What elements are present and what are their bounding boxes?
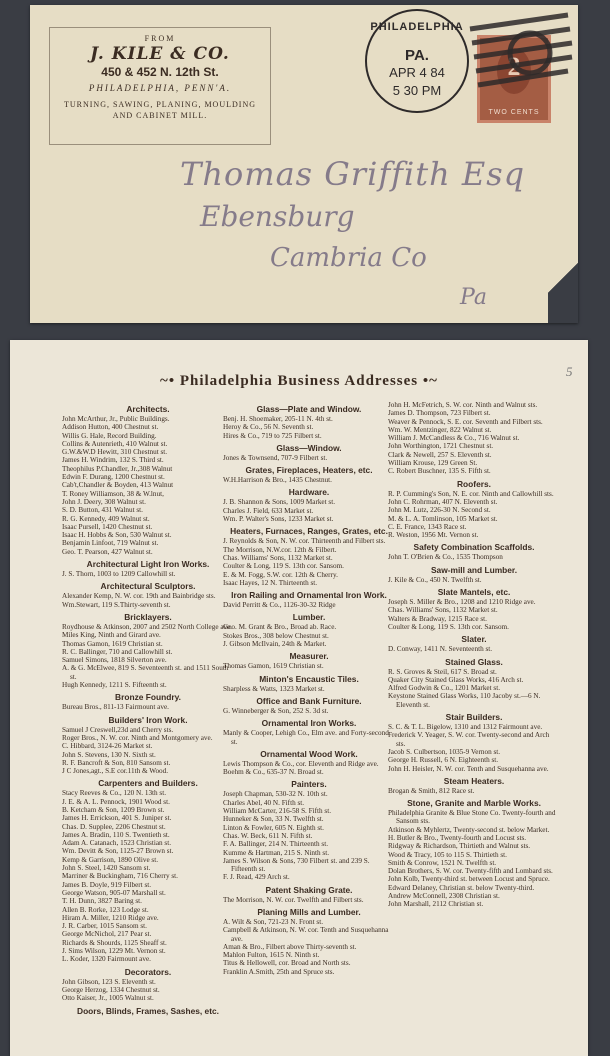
directory-entry: Roger Bros., N. W. cor. Ninth and Montgomery ave. — [62, 733, 213, 742]
directory-entry: Bureau Bros., 811-13 Fairmount ave. — [62, 703, 169, 712]
directory-entry: Thomas Gamon, 1619 Christian st. — [62, 639, 163, 648]
stamp-label: TWO CENTS — [488, 109, 540, 116]
directory-entry: James S. Wilson & Sons, 730 Filbert st. and 239 S. Fifteenth st. — [223, 856, 370, 874]
directory-entry: Chas. W. Beck, 611 N. Fifth st. — [223, 831, 313, 840]
section-heading: Measurer. — [289, 651, 329, 662]
section-heading: Stone, Granite and Marble Works. — [407, 798, 541, 809]
directory-entry: Charles Abel, 40 N. Fifth st. — [223, 798, 305, 807]
directory-entry: E. & M. Fogg, S.W. cor. 12th & Cherry. — [223, 570, 338, 579]
directory-entry: Charles J. Field, 633 Market st. — [223, 506, 314, 515]
trade-line-1: TURNING, SAWING, PLANING, MOULDING — [63, 100, 256, 109]
directory-section — [223, 907, 395, 976]
directory-entry: A. Wilt & Son, 721-23 N. Front st. — [223, 917, 324, 926]
directory-section — [223, 487, 395, 523]
directory-entry: Quaker City Stained Glass Works, 416 Arch st. — [388, 675, 524, 684]
directory-entry: William Krouse, 129 Green St. — [388, 459, 478, 468]
directory-entry: John S. Steel, 1420 Sansom st. — [62, 864, 151, 873]
directory-entry: George Herzog, 1334 Chestnut st. — [62, 985, 160, 994]
directory-entry: F. A. Ballinger, 214 N. Thirteenth st. — [223, 840, 329, 849]
section-heading: Decorators. — [124, 966, 172, 977]
directory-entry: R. P. Cumming's Son, N. E. cor. Ninth and Callowhill sts. — [388, 489, 554, 498]
postmark-city: PHILADELPHIA — [370, 21, 464, 33]
directory-entry: Edward Delaney, Christian st. below Twenty-third. — [388, 883, 535, 892]
directory-entry: Jacob S. Culbertson, 1035-9 Vernon st. — [388, 747, 501, 756]
directory-entry: Isaac Hayes, 12 N. Thirteenth st. — [223, 578, 318, 587]
section-heading: Slate Mantels, etc. — [437, 587, 511, 598]
directory-entry: Stokes Bros., 308 below Chestnut st. — [223, 631, 329, 640]
directory-entry: J. Reynolds & Son, N. W. cor. Thirteenth and Filbert sts. — [223, 537, 386, 546]
directory-entry: John M. Lutz, 226-30 N. Second st. — [388, 506, 491, 515]
section-heading: Safety Combination Scaffolds. — [413, 542, 535, 553]
address-line-3: Cambria Co — [270, 243, 427, 273]
directory-entry: J. B. Shannon & Sons, 1009 Market st. — [223, 498, 336, 507]
directory-entry: John T. O'Brien & Co., 1535 Thompson — [388, 553, 503, 562]
directory-section — [62, 778, 234, 963]
directory-entry: James D. Thompson, 723 Filbert st. — [388, 409, 491, 418]
section-heading: Ornamental Iron Works. — [261, 718, 357, 729]
directory-section — [223, 651, 395, 670]
directory-entry: Wood & Tracy, 105 to 115 S. Thirtieth st. — [388, 850, 507, 859]
section-heading: Architectural Sculptors. — [100, 581, 196, 592]
corner-mark: 5 — [566, 364, 573, 379]
section-heading: Saw-mill and Lumber. — [430, 564, 518, 575]
directory-entry: James H. Windrim, 132 S. Third st. — [62, 456, 164, 465]
directory-entry: Manly & Cooper, Lehigh Co., Elm ave. and Forty-second st. — [223, 729, 389, 746]
directory-entry: Andrew McConnell, 2308 Christian st. — [388, 892, 500, 901]
directory-entry: Boehm & Co., 635-37 N. Broad st. — [223, 768, 324, 777]
directory-entry: George Watson, 905-07 Marshall st. — [62, 888, 166, 897]
directory-entry: Geo. T. Pearson, 427 Walnut st. — [62, 547, 153, 556]
directory-entry: Isaac H. Hobbs & Son, 530 Walnut st. — [62, 531, 172, 540]
section-heading: Office and Bank Furniture. — [256, 695, 362, 706]
section-heading: Stained Glass. — [445, 656, 503, 667]
directory-entry: Chas. Williams' Sons, 1132 Market st. — [388, 606, 498, 615]
directory-entry: Walters & Bradway, 1215 Race st. — [388, 614, 487, 623]
directory-entry: S. C. & T. L. Bigelow, 1310 and 1312 Fairmount ave. — [388, 723, 543, 732]
directory-entry: William J. McCandless & Co., 716 Walnut st. — [388, 434, 520, 443]
directory-section — [388, 542, 560, 561]
directory-entry: Stacy Reeves & Co., 120 N. 13th st. — [62, 789, 167, 798]
firm-name: J. KILE & CO. — [90, 44, 230, 64]
directory-entry: James B. Doyle, 919 Filbert st. — [62, 880, 152, 889]
section-heading: Roofers. — [457, 478, 491, 489]
directory-entry: Atkinson & Myhlertz, Twenty-second st. below Market. — [388, 825, 550, 834]
directory-entry: William McCarter, 216-58 S. Fifth st. — [223, 807, 332, 816]
section-heading: Slater. — [461, 634, 487, 645]
directory-entry: Lewis Thompson & Co., cor. Eleventh and Ridge ave. — [223, 759, 379, 768]
directory-entry: J. Sims Wilson, 1229 Mt. Vernon st. — [62, 947, 166, 956]
directory-entry: Willis G. Hale, Record Building. — [62, 431, 157, 440]
directory-entry: The Morrison, N. W. cor. Twelfth and Filbert sts. — [223, 895, 364, 904]
directory-section — [62, 692, 234, 711]
directory-entry: Addison Hutton, 400 Chestnut st. — [62, 423, 159, 432]
section-heading: Builders' Iron Work. — [108, 714, 188, 725]
directory-entry: Isaac Pursell, 1420 Chestnut st. — [62, 522, 153, 531]
directory-section — [388, 479, 560, 540]
directory-section — [62, 967, 234, 1003]
directory-entry: Chas. Williams' Sons, 1132 Market st. — [223, 553, 333, 562]
directory-entry: Jones & Townsend, 707-9 Filbert st. — [223, 453, 328, 462]
directory-entry: Hugh Kennedy, 1211 S. Fifteenth st. — [62, 681, 167, 690]
directory-section — [223, 749, 395, 777]
directory-section — [62, 559, 234, 578]
return-address-card — [49, 27, 271, 145]
directory-entry: F. J. Read, 429 Arch st. — [223, 873, 290, 882]
directory-entry: Clark & Newell, 257 S. Eleventh st. — [388, 450, 492, 459]
directory-entry: Otto Kaiser, Jr., 1005 Walnut st. — [62, 994, 154, 1003]
section-heading: Doors, Blinds, Frames, Sashes, etc. — [77, 1005, 219, 1016]
section-heading: Glass—Plate and Window. — [256, 404, 362, 414]
envelope — [30, 5, 578, 323]
directory-entry: Benjamin Linfoot, 719 Walnut st. — [62, 539, 159, 548]
section-heading: Patent Shaking Grate. — [265, 884, 353, 895]
directory-entry: R. Weston, 1956 Mt. Vernon st. — [388, 531, 479, 540]
directory-column-3 — [388, 401, 560, 909]
directory-entry: John Marshall, 2112 Christian st. — [388, 900, 484, 909]
directory-entry: Philadelphia Granite & Blue Stone Co. Twenty-fourth and Sansom sts. — [388, 809, 556, 826]
directory-entry: Franklin A.Smith, 25th and Spruce sts. — [223, 967, 335, 976]
directory-entry: Edwin F. Durang, 1200 Chestnut st. — [62, 473, 165, 482]
directory-section — [62, 1006, 234, 1016]
postmark-state: PA. — [405, 47, 429, 64]
directory-entry: D. Conway, 1411 N. Seventeenth st. — [388, 645, 493, 654]
section-heading: Hardware. — [288, 487, 330, 498]
section-heading: Stair Builders. — [445, 712, 503, 723]
directory-section — [223, 718, 395, 746]
directory-entry: Geo. M. Grant & Bro., Broad ab. Race. — [223, 623, 337, 632]
postmark-date: APR 4 84 — [389, 65, 445, 80]
directory-entry: Samuel J Creswell,23d and Cherry sts. — [62, 725, 174, 734]
directory-entry: John McArthur, Jr., Public Buildings. — [62, 415, 170, 423]
postmark-time: 5 30 PM — [392, 83, 442, 98]
firm-city: PHILADELPHIA, PENN'A. — [88, 83, 232, 93]
directory-entry: C. Hibbard, 3124-26 Market st. — [62, 742, 153, 751]
from-label: FROM — [144, 34, 176, 43]
directory-entry: James A. Bradin, 110 S. Twentieth st. — [62, 830, 170, 839]
section-heading: Ornamental Wood Work. — [260, 748, 358, 759]
ornament-left-icon: ~• — [160, 373, 176, 389]
section-heading: Heaters, Furnaces, Ranges, Grates, etc. — [230, 526, 388, 537]
directory-entry: Kumme & Hartman, 215 S. Ninth st. — [223, 848, 330, 857]
directory-entry: John Gibson, 123 S. Eleventh st. — [62, 977, 156, 986]
directory-entry: Aman & Bro., Filbert above Thirty-seventh st. — [223, 942, 357, 951]
directory-entry: R. G. Kennedy, 409 Walnut st. — [62, 514, 150, 523]
directory-entry: A. & G. McElwee, 819 S. Seventeenth st. and 1511 South st. — [62, 664, 229, 681]
directory-entry: Frederick V. Yeager, S. W. cor. Twenty-second and Arch sts. — [388, 731, 550, 748]
directory-entry: H. Butler & Bro., Twenty-fourth and Locust sts. — [388, 833, 527, 842]
directory-section — [388, 657, 560, 709]
directory-entry: Joseph Chapman, 530-32 N. 10th st. — [223, 790, 328, 799]
directory-entry: M. & L. A. Tomlinson, 105 Market st. — [388, 514, 498, 523]
directory-section — [223, 443, 395, 462]
directory-entry: Hiram A. Miller, 1210 Ridge ave. — [62, 913, 159, 922]
directory-entry: John H. Heisler, N. W. cor. Tenth and Susquehanna ave. — [388, 764, 549, 773]
directory-entry: Coulter & Long, 119 S. 13th cor. Sansom. — [223, 562, 344, 571]
directory-entry: J. Kile & Co., 450 N. Twelfth st. — [388, 575, 482, 584]
directory-entry: J. R. Carber, 1015 Sansom st. — [62, 922, 147, 931]
section-heading: Iron Railing and Ornamental Iron Work. — [231, 590, 387, 601]
directory-entry: John Kolb, Twenty-third st. between Locust and Spruce. — [388, 875, 550, 884]
directory-entry: J. Gibson McIlvain, 24th & Market. — [223, 640, 327, 649]
section-heading: Bricklayers. — [124, 611, 172, 622]
directory-entry: Ridgway & Richardson, Thirtieth and Walnut sts. — [388, 842, 531, 851]
directory-entry: L. Koder, 1320 Fairmount ave. — [62, 955, 151, 964]
directory-entry: Richards & Shourds, 1125 Sheaff st. — [62, 938, 167, 947]
directory-entry: Chas. D. Supplee, 2206 Chestnut st. — [62, 822, 166, 831]
directory-entry: Theophilus P.Chandler, Jr.,308 Walnut — [62, 464, 173, 473]
ornament-right-icon: •~ — [422, 373, 438, 389]
directory-entry: W.H.Harrison & Bro., 1435 Chestnut. — [223, 476, 332, 485]
directory-section — [388, 401, 560, 476]
directory-section — [62, 404, 234, 556]
directory-entry: Wm.Stewart, 119 S.Thirty-seventh st. — [62, 600, 171, 609]
section-heading: Architects. — [126, 404, 170, 414]
directory-entry: John Worthington, 1721 Chestnut st. — [388, 442, 494, 451]
directory-entry: Hires & Co., 719 to 725 Filbert st. — [223, 431, 322, 440]
directory-entry: Benj. H. Shoemaker, 205-11 N. 4th st. — [223, 415, 333, 423]
directory-entry: Hunneker & Son, 33 N. Twelfth st. — [223, 815, 324, 824]
directory-section — [223, 465, 395, 484]
directory-entry: R. F. Bancroft & Son, 810 Sansom st. — [62, 758, 171, 767]
directory-entry: Joseph S. Miller & Bro., 1208 and 1210 Ridge ave. — [388, 598, 536, 607]
directory-entry: Cab't,Chandler & Boyden, 413 Walnut — [62, 481, 174, 490]
directory-title — [10, 373, 588, 390]
directory-entry: Coulter & Long, 119 S. 13th cor. Sansom. — [388, 622, 509, 631]
directory-section — [223, 526, 395, 587]
directory-column-1 — [62, 401, 234, 1017]
directory-entry: Kemp & Garrison, 1890 Olive st. — [62, 855, 159, 864]
address-line-2: Ebensburg — [200, 200, 355, 233]
directory-section — [388, 776, 560, 795]
section-heading: Painters. — [291, 779, 327, 790]
directory-entry: G. Winneberger & Son, 252 S. 3d st. — [223, 706, 329, 715]
directory-entry: Miles King, Ninth and Girard ave. — [62, 631, 161, 640]
directory-entry: Sharpless & Watts, 1323 Market st. — [223, 684, 325, 693]
section-heading: Grates, Fireplaces, Heaters, etc. — [245, 465, 373, 476]
directory-entry: T. Roney Williamson, 38 & W.lnut, — [62, 489, 164, 498]
directory-entry: Roydhouse & Atkinson, 2007 and 2502 North College ave. — [62, 622, 233, 631]
directory-section — [388, 634, 560, 653]
directory-entry: John J. Deery, 308 Walnut st. — [62, 497, 146, 506]
directory-entry: Wm. P. Walter's Sons, 1233 Market st. — [223, 515, 334, 524]
directory-entry: Adam A. Catanach, 1523 Christian st. — [62, 839, 171, 848]
trade-line-2: AND CABINET MILL. — [112, 111, 208, 120]
directory-section — [388, 798, 560, 909]
directory-entry: Campbell & Atkinson, N. W. cor. Tenth and Susquehanna ave. — [223, 926, 389, 943]
section-heading: Minton's Encaustic Tiles. — [259, 673, 359, 684]
directory-entry: Brogan & Smith, 812 Race st. — [388, 786, 475, 795]
directory-entry: The Morrison, N.W.cor. 12th & Filbert. — [223, 545, 337, 554]
directory-entry: Alexander Kemp, N. W. cor. 19th and Bainbridge sts. — [62, 592, 216, 601]
directory-entry: Thomas Gamon, 1619 Christian st. — [223, 662, 324, 671]
directory-entry: Weaver & Pennock, S. E. cor. Seventh and Filbert sts. — [388, 417, 543, 426]
directory-entry: Wm. W. Mentzinger, 822 Walnut st. — [388, 425, 492, 434]
directory-entry: J C Jones,agt., S.E cor.11th & Wood. — [62, 767, 169, 776]
directory-column-2 — [223, 401, 395, 976]
directory-section — [223, 779, 395, 881]
directory-entry: C. Robert Buschner, 135 S. Fifth st. — [388, 467, 491, 476]
directory-entry: John H. McFetrich, S. W. cor. Ninth and Walnut sts. — [388, 401, 538, 409]
directory-entry: Allen B. Rorke, 123 Lodge st. — [62, 905, 149, 914]
section-heading: Glass—Window. — [276, 442, 342, 453]
section-heading: Steam Heaters. — [443, 775, 505, 786]
directory-entry: R. S. Groves & Steil, 617 S. Broad st. — [388, 667, 497, 676]
directory-section — [62, 612, 234, 689]
directory-entry: B. Ketcham & Son, 1209 Brown st. — [62, 805, 165, 814]
directory-section — [223, 674, 395, 693]
directory-entry: G.W.&W.D Hewitt, 310 Chestnut st. — [62, 448, 168, 457]
directory-entry: Linton & Fowler, 605 N. Eighth st. — [223, 823, 324, 832]
section-heading: Lumber. — [292, 612, 326, 623]
directory-section — [388, 712, 560, 773]
directory-entry: Marriner & Buckingham, 716 Cherry st. — [62, 872, 178, 881]
directory-entry: Heroy & Co., 56 N. Seventh st. — [223, 423, 314, 432]
directory-entry: James H. Errickson, 401 S. Juniper st. — [62, 814, 172, 823]
directory-entry: Wm. Devitt & Son, 1125-27 Brown st. — [62, 847, 174, 856]
section-heading: Carpenters and Builders. — [98, 778, 198, 789]
directory-entry: John C. Rohrman, 407 N. Eleventh st. — [388, 497, 498, 506]
directory-entry: Samuel Simons, 1818 Silverton ave. — [62, 656, 167, 665]
directory-section — [62, 581, 234, 609]
directory-entry: Titus & Hellowell, cor. Broad and North sts. — [223, 959, 351, 968]
directory-entry: Mahlon Fulton, 1615 N. Ninth st. — [223, 951, 320, 960]
directory-section — [223, 590, 395, 609]
address-line-1: Thomas Griffith Esq — [180, 155, 526, 193]
directory-section — [388, 587, 560, 631]
directory-section — [223, 404, 395, 440]
directory-title-text: Philadelphia Business Addresses — [179, 373, 419, 389]
directory-entry: J. S. Thorn, 1003 to 1209 Callowhill st. — [62, 570, 176, 579]
directory-section — [223, 885, 395, 904]
directory-section — [223, 696, 395, 715]
directory-entry: C. E. France, 1343 Race st. — [388, 522, 467, 531]
directory-entry: Dolan Brothers, S. W. cor. Twenty-fifth and Lombard sts. — [388, 867, 553, 876]
directory-entry: S. D. Button, 431 Walnut st. — [62, 506, 143, 515]
stamp-denomination: 2 — [507, 52, 521, 81]
business-directory-page — [10, 340, 588, 1056]
section-heading: Architectural Light Iron Works. — [86, 559, 210, 570]
directory-entry: R. C. Ballinger, 710 and Callowhill st. — [62, 647, 173, 656]
firm-trade — [50, 99, 270, 121]
directory-entry: Smith & Conrow, 1521 N. Twelfth st. — [388, 858, 497, 867]
directory-entry: George H. Russell, 6 N. Eighteenth st. — [388, 756, 499, 765]
directory-entry: John S. Stevens, 130 N. Sixth st. — [62, 750, 156, 759]
directory-entry: J. E. & A. L. Pennock, 1901 Wood st. — [62, 797, 170, 806]
directory-entry: Alfred Godwin & Co., 1201 Market st. — [388, 684, 500, 693]
directory-entry: George McNichol, 217 Pear st. — [62, 930, 152, 939]
directory-section — [223, 612, 395, 648]
directory-section — [388, 565, 560, 584]
directory-entry: T. H. Dunn, 3827 Baring st. — [62, 897, 142, 906]
directory-section — [62, 715, 234, 776]
directory-entry: David Perritt & Co., 1126-30-32 Ridge — [223, 601, 336, 610]
section-heading: Bronze Foundry. — [115, 692, 181, 703]
directory-entry: Collins & Autenrieth, 410 Walnut st. — [62, 439, 168, 448]
firm-street: 450 & 452 N. 12th St. — [101, 65, 219, 79]
section-heading: Planing Mills and Lumber. — [257, 906, 361, 917]
cancellation-bars — [450, 9, 575, 109]
address-line-4: Pa — [460, 285, 487, 310]
directory-entry: Keystone Stained Glass Works, 110 Jacoby st.—6 N. Eleventh st. — [388, 692, 541, 709]
